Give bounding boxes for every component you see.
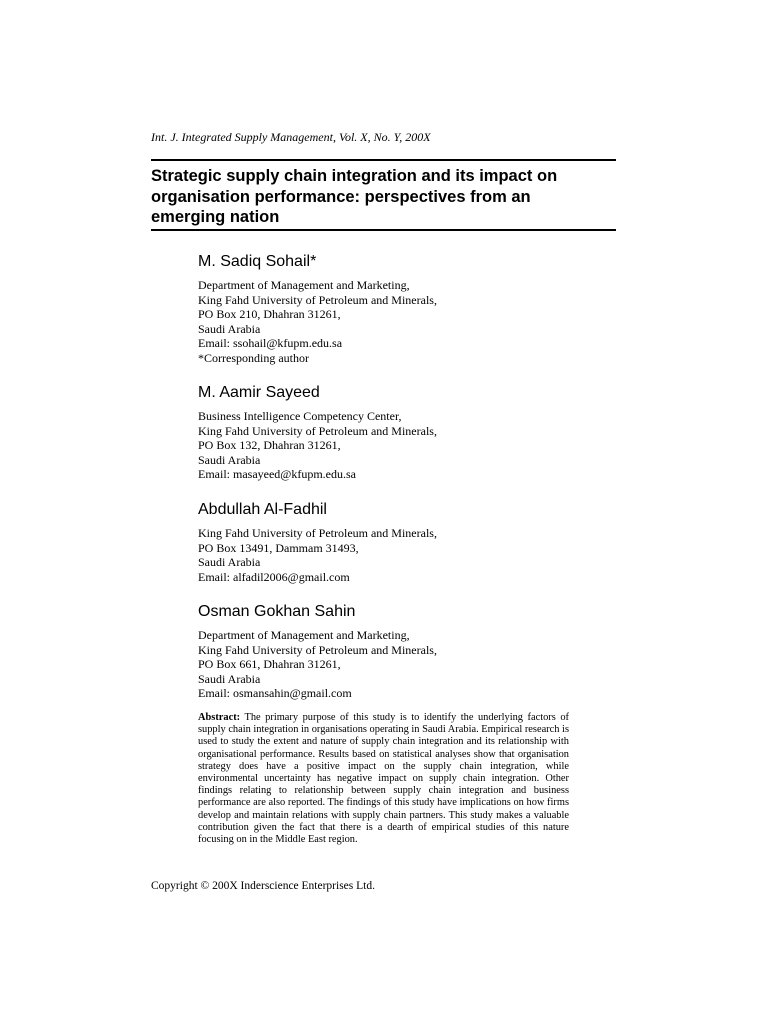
affiliation-line: King Fahd University of Petroleum and Minerals, xyxy=(198,526,437,540)
title-top-rule xyxy=(151,159,616,161)
affiliation-line: PO Box 210, Dhahran 31261, xyxy=(198,307,341,322)
journal-header: Int. J. Integrated Supply Management, Vol. X, No. Y, 200X xyxy=(151,130,431,144)
author-name: M. Sadiq Sohail* xyxy=(198,253,317,270)
author-block-2 xyxy=(198,383,598,482)
affiliation-line: Saudi Arabia xyxy=(198,555,261,570)
author-block-3 xyxy=(198,500,598,584)
author-email: Email: ssohail@kfupm.edu.sa xyxy=(198,336,343,351)
affiliation-line: Saudi Arabia xyxy=(198,671,261,686)
author-block-1 xyxy=(198,252,598,366)
author-email: Email: masayeed@kfupm.edu.sa xyxy=(198,467,357,482)
author-name: M. Aamir Sayeed xyxy=(198,384,320,401)
author-name: Osman Gokhan Sahin xyxy=(198,603,356,620)
affiliation-line: Department of Management and Marketing, xyxy=(198,278,410,292)
affiliation-line: King Fahd University of Petroleum and Minerals, xyxy=(198,423,437,438)
affiliation-line: King Fahd University of Petroleum and Minerals, xyxy=(198,292,437,307)
paper-title: Strategic supply chain integration and its impact on organisation performance: perspectives from an emerging nation xyxy=(151,167,558,226)
affiliation-line: Department of Management and Marketing, xyxy=(198,628,410,642)
copyright-notice: Copyright © 200X Inderscience Enterprises Ltd. xyxy=(151,880,375,892)
author-name: Abdullah Al-Fadhil xyxy=(198,501,327,518)
affiliation-line: Saudi Arabia xyxy=(198,321,261,336)
author-email: Email: osmansahin@gmail.com xyxy=(198,686,352,701)
abstract-text: The primary purpose of this study is to identify the underlying factors of supply chain integration in organisations operating in Saudi Arabia. Empirical research is used to study the extent and nature of supply chain integration and its relationship with organisational performance. Results based on statistical analyses show that organisation strategy does have a positive impact on the supply chain integration, while environmental uncertainty has negative impact on supply chain integration. Other findings relating to relationship between supply chain integration and business performance are also reported. The findings of this study have implications on how firms develop and maintain relations with supply chain partners. This study makes a valuable contribution given the fact that there is a dearth of empirical studies of this nature focusing on in the Middle East region. xyxy=(198,712,569,846)
title-bottom-rule xyxy=(151,229,616,231)
affiliation-line: Saudi Arabia xyxy=(198,452,261,467)
corresponding-author-note: *Corresponding author xyxy=(198,350,309,365)
affiliation-line: PO Box 13491, Dammam 31493, xyxy=(198,540,359,555)
affiliation-line: Business Intelligence Competency Center, xyxy=(198,409,402,423)
abstract xyxy=(198,712,569,846)
affiliation-line: King Fahd University of Petroleum and Minerals, xyxy=(198,642,437,657)
affiliation-line: PO Box 132, Dhahran 31261, xyxy=(198,438,341,453)
affiliation-line: PO Box 661, Dhahran 31261, xyxy=(198,657,341,672)
author-email: Email: alfadil2006@gmail.com xyxy=(198,569,350,584)
author-block-4 xyxy=(198,602,598,701)
abstract-label: Abstract: xyxy=(198,712,241,723)
